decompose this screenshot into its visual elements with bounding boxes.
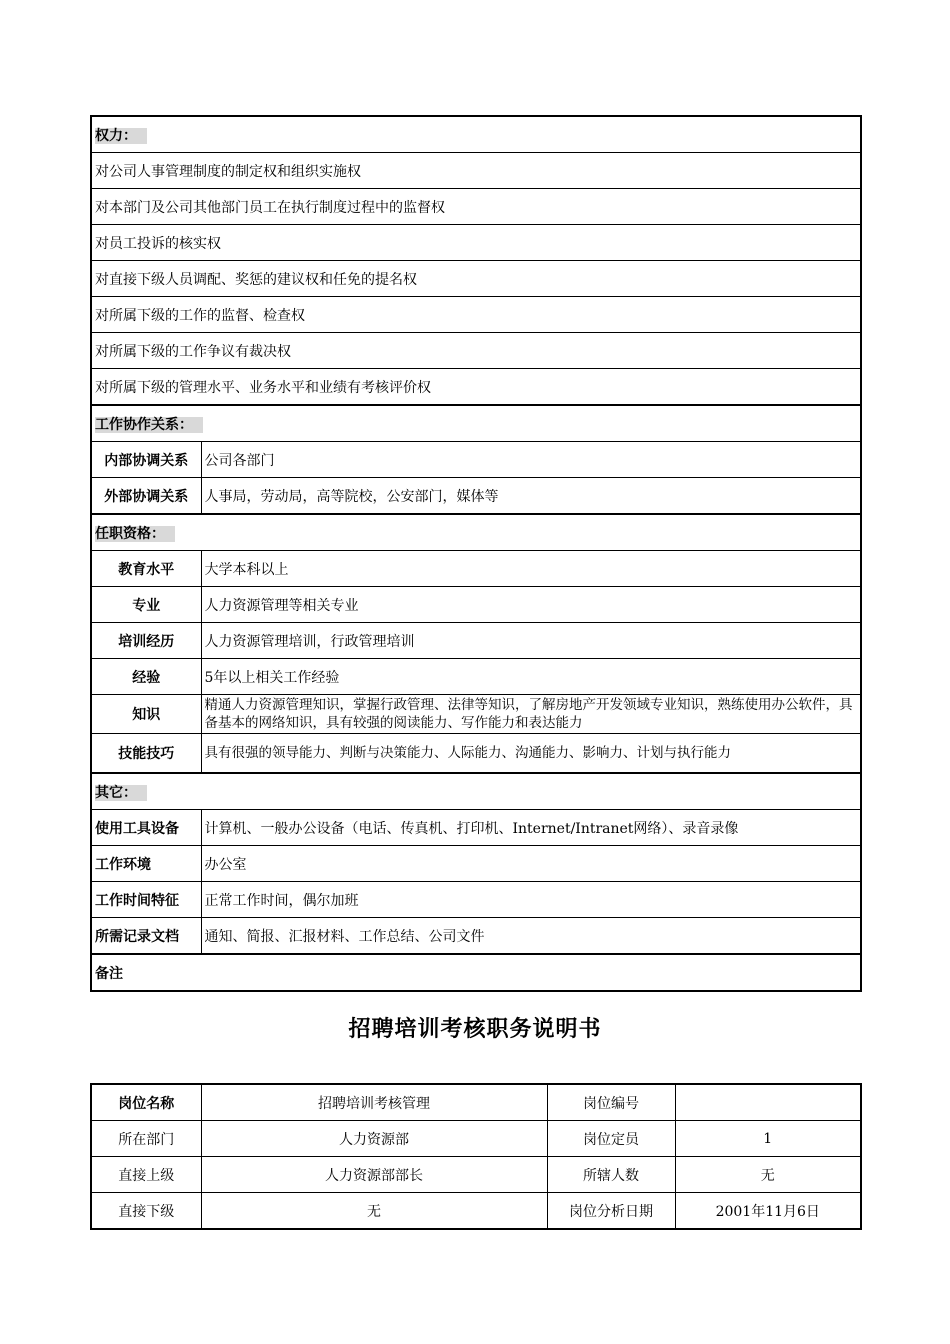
row-label: 所需记录文档 [91,918,201,955]
row-label: 经验 [91,659,201,695]
info-value: 人力资源部部长 [201,1157,547,1193]
job-description-table [90,115,862,992]
row-value: 人力资源管理培训，行政管理培训 [201,623,861,659]
table-row [91,734,861,774]
info-label: 岗位分析日期 [547,1193,675,1230]
row-value: 正常工作时间，偶尔加班 [201,882,861,918]
row-label: 内部协调关系 [91,442,201,478]
remarks-header: 备注 [91,954,861,991]
authority-item: 对员工投诉的核实权 [91,225,861,261]
row-value: 计算机、一般办公设备（电话、传真机、打印机、Internet/Intranet网络）、录音录像 [201,810,861,846]
row-value: 人事局，劳动局，高等院校，公安部门，媒体等 [201,478,861,515]
authority-header: 权力： [95,128,147,144]
info-label: 直接上级 [91,1157,201,1193]
info-label: 岗位定员 [547,1121,675,1157]
table-row [91,189,861,225]
row-label: 专业 [91,587,201,623]
row-value: 公司各部门 [201,442,861,478]
authority-item: 对所属下级的管理水平、业务水平和业绩有考核评价权 [91,369,861,406]
row-value: 大学本科以上 [201,551,861,587]
info-value: 1 [675,1121,861,1157]
table-row [91,1084,861,1121]
row-label: 外部协调关系 [91,478,201,515]
table-row [91,623,861,659]
row-label: 教育水平 [91,551,201,587]
row-value: 人力资源管理等相关专业 [201,587,861,623]
row-value: 精通人力资源管理知识，掌握行政管理、法律等知识，了解房地产开发领域专业知识，熟练使用办公软件，具备基本的网络知识，具有较强的阅读能力、写作能力和表达能力 [201,695,861,734]
info-value [675,1084,861,1121]
authority-item: 对所属下级的工作争议有裁决权 [91,333,861,369]
table-row [91,918,861,955]
info-label: 所在部门 [91,1121,201,1157]
table-row [91,1193,861,1230]
info-label: 直接下级 [91,1193,201,1230]
document-title: 招聘培训考核职务说明书 [348,1017,602,1042]
section-header-authority [91,116,861,153]
cooperation-header: 工作协作关系： [95,417,203,433]
authority-item: 对本部门及公司其他部门员工在执行制度过程中的监督权 [91,189,861,225]
row-label: 使用工具设备 [91,810,201,846]
other-header: 其它： [95,785,147,801]
info-value: 招聘培训考核管理 [201,1084,547,1121]
table-row [91,369,861,406]
table-row [91,297,861,333]
table-row [91,261,861,297]
info-value: 无 [675,1157,861,1193]
table-row [91,153,861,189]
table-row [91,695,861,734]
table-row [91,478,861,515]
table-row [91,551,861,587]
table-row [91,659,861,695]
row-value: 通知、简报、汇报材料、工作总结、公司文件 [201,918,861,955]
info-value: 人力资源部 [201,1121,547,1157]
authority-item: 对直接下级人员调配、奖惩的建议权和任免的提名权 [91,261,861,297]
row-value: 5年以上相关工作经验 [201,659,861,695]
info-value: 2001年11月6日 [675,1193,861,1230]
info-label: 岗位编号 [547,1084,675,1121]
row-label: 技能技巧 [91,734,201,774]
table-row [91,810,861,846]
section-header-other [91,773,861,810]
info-value: 无 [201,1193,547,1230]
section-header-cooperation [91,405,861,442]
table-row [91,442,861,478]
authority-item: 对所属下级的工作的监督、检查权 [91,297,861,333]
row-label: 工作时间特征 [91,882,201,918]
table-row [91,1157,861,1193]
table-row [91,882,861,918]
qualification-header: 任职资格： [95,526,175,542]
row-label: 工作环境 [91,846,201,882]
row-label: 培训经历 [91,623,201,659]
table-row [91,846,861,882]
position-info-table [90,1083,862,1230]
row-value: 具有很强的领导能力、判断与决策能力、人际能力、沟通能力、影响力、计划与执行能力 [201,734,861,774]
section-header-remarks [91,954,861,991]
info-label: 岗位名称 [91,1084,201,1121]
table-row [91,587,861,623]
info-label: 所辖人数 [547,1157,675,1193]
authority-item: 对公司人事管理制度的制定权和组织实施权 [91,153,861,189]
row-value: 办公室 [201,846,861,882]
table-row [91,225,861,261]
table-row [91,333,861,369]
section-header-qualification [91,514,861,551]
row-label: 知识 [91,695,201,734]
table-row [91,1121,861,1157]
